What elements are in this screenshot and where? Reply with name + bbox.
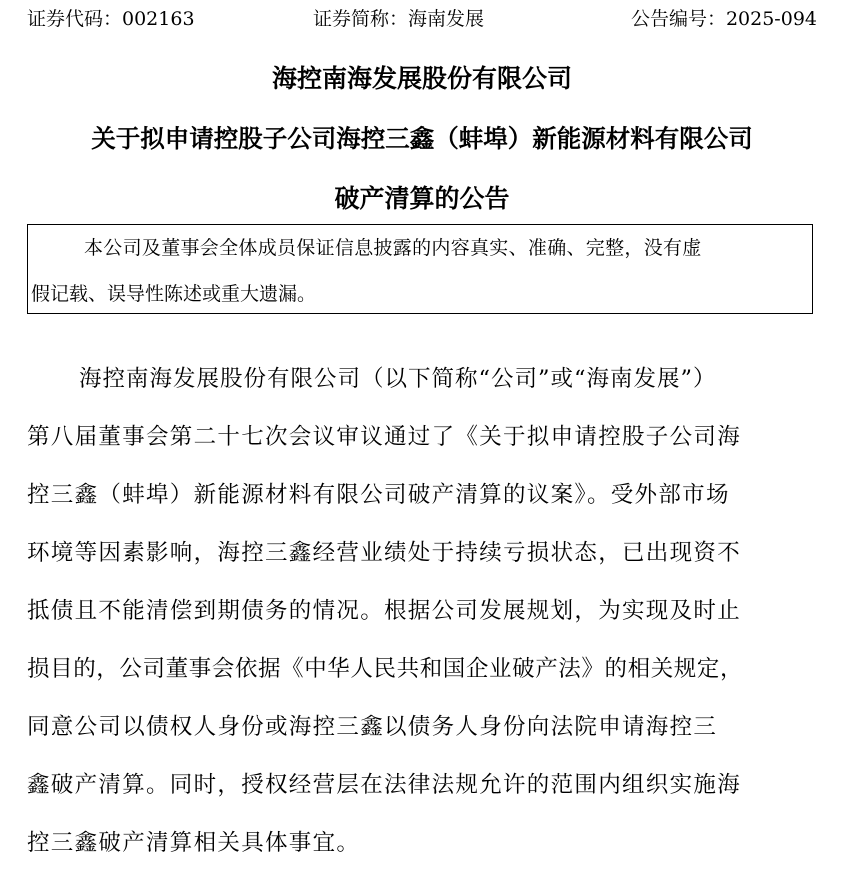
notice-line: 本公司及董事会全体成员保证信息披露的内容真实、准确、完整，没有虚 xyxy=(84,237,702,259)
announcement-title-line-2: 破产清算的公告 xyxy=(334,184,510,213)
company-title: 海控南海发展股份有限公司 xyxy=(271,64,572,93)
body-line: 控三鑫破产清算相关具体事宜。 xyxy=(27,830,361,856)
announcement-title-line-1: 关于拟申请控股子公司海控三鑫（蚌埠）新能源材料有限公司 xyxy=(91,124,753,153)
announcement-number: 公告编号：2025-094 xyxy=(630,8,817,30)
body-line: 控三鑫（蚌埠）新能源材料有限公司破产清算的议案》。受外部市场 xyxy=(27,482,730,508)
security-code: 证券代码：002163 xyxy=(27,8,195,30)
body-line: 环境等因素影响，海控三鑫经营业绩处于持续亏损状态，已出现资不 xyxy=(27,540,742,566)
body-line: 同意公司以债权人身份或海控三鑫以债务人身份向法院申请海控三 xyxy=(27,714,718,740)
document-header xyxy=(27,6,817,32)
notice-line: 假记载、误导性陈述或重大遗漏。 xyxy=(31,283,317,305)
body-line: 第八届董事会第二十七次会议审议通过了《关于拟申请控股子公司海 xyxy=(27,424,742,450)
body-line: 鑫破产清算。同时，授权经营层在法律法规允许的范围内组织实施海 xyxy=(27,772,742,798)
security-name: 证券简称：海南发展 xyxy=(313,8,485,30)
body-line: 抵债且不能清偿到期债务的情况。根据公司发展规划，为实现及时止 xyxy=(27,598,742,624)
body-line: 损目的，公司董事会依据《中华人民共和国企业破产法》的相关规定， xyxy=(27,656,744,682)
body-line: 海控南海发展股份有限公司（以下简称“公司”或“海南发展”） xyxy=(79,366,717,392)
disclosure-notice-box xyxy=(27,224,813,314)
